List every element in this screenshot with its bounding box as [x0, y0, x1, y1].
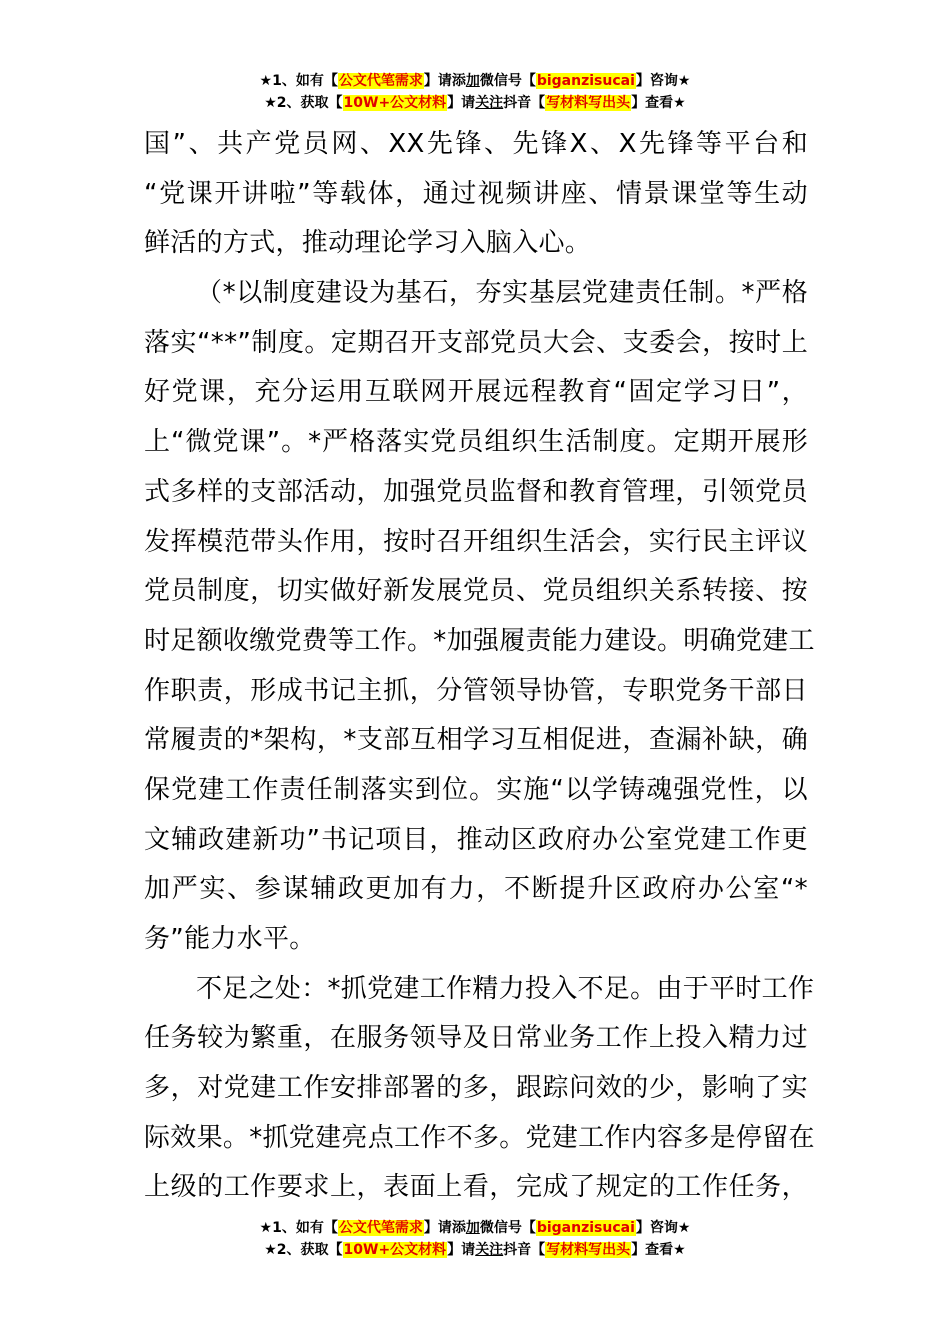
banner-text: 】查看★ [631, 95, 686, 111]
text-line: 作职责，形成书记主抓，分管领导协管，专职党务干部日 [144, 675, 808, 706]
text-line: 时足额收缴党费等工作。*加强履责能力建设。明确党建工 [144, 625, 815, 656]
text-line: 党员制度，切实做好新发展党员、党员组织关系转接、按 [144, 576, 808, 607]
text-line: 常履责的*架构，*支部互相学习互相促进，查漏补缺，确 [144, 725, 808, 756]
text-line: 多，对党建工作安排部署的多，跟踪问效的少，影响了实 [144, 1073, 808, 1104]
banner-line-2 [0, 1239, 950, 1261]
text-line: 发挥模范带头作用，按时召开组织生活会，实行民主评议 [144, 526, 808, 557]
highlight-writing-service: 公文代笔需求 [338, 1220, 423, 1236]
highlight-douyin-account: 写材料写出头 [546, 95, 631, 111]
text-line: “党课开讲啦”等载体，通过视频讲座、情景课堂等生动 [144, 178, 808, 209]
text-line: 加严实、参谋辅政更加有力，不断提升区政府办公室“* [144, 874, 808, 905]
banner-text: 】请 [447, 1242, 476, 1258]
banner-text: 】请添 [423, 1220, 466, 1236]
text-line: （*以制度建设为基石，夯实基层党建责任制。*严格 [196, 278, 808, 309]
text-line: 鲜活的方式，推动理论学习入脑入心。 [144, 228, 592, 259]
document-body [144, 120, 815, 1213]
banner-text: 加 [465, 1220, 480, 1236]
banner-text: 】咨询★ [635, 1220, 691, 1236]
text-line: 国”、共产党员网、XX先锋、先锋X、X先锋等平台和 [144, 129, 808, 159]
banner-text: 微信号【 [479, 73, 536, 89]
highlight-writing-service: 公文代笔需求 [338, 73, 423, 89]
banner-text: 】请添 [423, 73, 466, 89]
banner-text: 微信号【 [479, 1220, 536, 1236]
text-line: 保党建工作责任制落实到位。实施“以学铸魂强党性，以 [144, 774, 808, 805]
text-line: 式多样的支部活动，加强党员监督和教育管理，引领党员 [144, 476, 808, 507]
highlight-materials: 10W+公文材料 [343, 95, 447, 111]
banner-line-2 [0, 92, 950, 114]
banner-text: ★1、如有【 [259, 1220, 338, 1236]
text-line: 际效果。*抓党建亮点工作不多。党建工作内容多是停留在 [144, 1122, 815, 1153]
header-banner [0, 70, 950, 114]
text-line: 务”能力水平。 [144, 924, 316, 954]
text-line: 不足之处：*抓党建工作精力投入不足。由于平时工作 [196, 973, 815, 1004]
text-line: 好党课，充分运用互联网开展远程教育“固定学习日”， [144, 377, 808, 408]
banner-line-1 [0, 70, 950, 92]
banner-text: ★2、获取【 [264, 1242, 343, 1258]
highlight-douyin-account: 写材料写出头 [546, 1242, 631, 1258]
banner-text: 】请 [447, 95, 476, 111]
banner-text: 关注 [475, 1242, 504, 1258]
text-line: 任务较为繁重，在服务领导及日常业务工作上投入精力过 [144, 1023, 808, 1054]
banner-text: 抖音【 [503, 95, 546, 111]
banner-text: 抖音【 [503, 1242, 546, 1258]
footer-banner [0, 1217, 950, 1261]
banner-text: 关注 [475, 95, 504, 111]
text-line: 文辅政建新功”书记项目，推动区政府办公室党建工作更 [144, 824, 808, 855]
highlight-wechat-id: biganzisucai [536, 1220, 635, 1236]
text-line: 落实“**”制度。定期召开支部党员大会、支委会，按时上 [144, 327, 808, 358]
banner-text: 】咨询★ [635, 73, 691, 89]
banner-text: ★2、获取【 [264, 95, 343, 111]
banner-text: ★1、如有【 [259, 73, 338, 89]
text-line: 上级的工作要求上，表面上看，完成了规定的工作任务， [144, 1172, 808, 1203]
banner-line-1 [0, 1217, 950, 1239]
banner-text: 】查看★ [631, 1242, 686, 1258]
text-line: 上“微党课”。*严格落实党员组织生活制度。定期开展形 [144, 427, 808, 458]
banner-text: 加 [465, 73, 480, 89]
highlight-materials: 10W+公文材料 [343, 1242, 447, 1258]
highlight-wechat-id: biganzisucai [536, 73, 635, 89]
